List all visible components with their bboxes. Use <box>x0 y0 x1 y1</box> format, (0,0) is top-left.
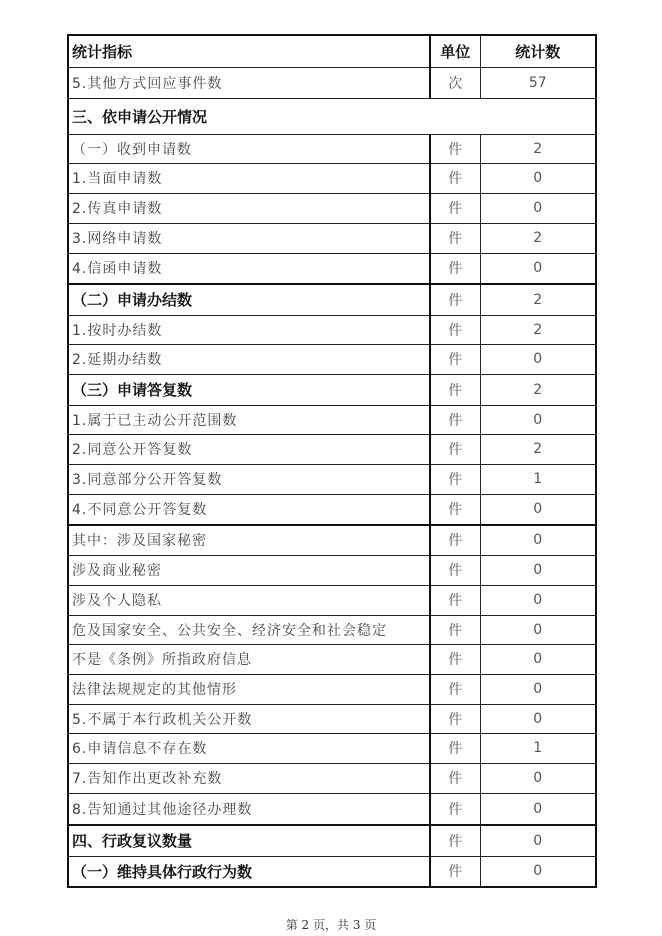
row-label: 不是《条例》所指政府信息 <box>68 644 430 674</box>
row-unit: 件 <box>430 315 480 344</box>
table-row <box>68 344 596 374</box>
row-label: 危及国家安全、公共安全、经济安全和社会稳定 <box>68 615 430 644</box>
row-label: 法律法规规定的其他情形 <box>68 674 430 704</box>
row-label: 3.同意部分公开答复数 <box>68 464 430 494</box>
row-label: 2.延期办结数 <box>68 344 430 374</box>
row-unit: 件 <box>430 763 480 793</box>
row-unit: 件 <box>430 555 480 585</box>
row-label: （二）申请办结数 <box>68 284 430 315</box>
row-label: 1.按时办结数 <box>68 315 430 344</box>
row-value: 1 <box>480 733 596 763</box>
row-unit: 件 <box>430 344 480 374</box>
row-unit: 件 <box>430 464 480 494</box>
row-unit: 件 <box>430 253 480 284</box>
table-row <box>68 763 596 793</box>
table-header-row <box>68 35 596 67</box>
table-row <box>68 134 596 163</box>
table-row <box>68 284 596 315</box>
table-row <box>68 555 596 585</box>
table-row <box>68 464 596 494</box>
row-label: 1.当面申请数 <box>68 163 430 193</box>
table-row <box>68 525 596 555</box>
row-value: 0 <box>480 644 596 674</box>
row-value: 2 <box>480 134 596 163</box>
table-row <box>68 615 596 644</box>
row-value: 0 <box>480 253 596 284</box>
row-unit: 件 <box>430 525 480 555</box>
row-label: （一）收到申请数 <box>68 134 430 163</box>
row-value: 57 <box>480 67 596 98</box>
table-row <box>68 315 596 344</box>
section-title: 三、依申请公开情况 <box>68 98 596 134</box>
row-label: 涉及个人隐私 <box>68 585 430 615</box>
row-unit: 件 <box>430 615 480 644</box>
row-unit: 件 <box>430 163 480 193</box>
row-label: 8.告知通过其他途径办理数 <box>68 793 430 825</box>
row-unit: 件 <box>430 856 480 887</box>
row-value: 0 <box>480 525 596 555</box>
row-unit: 件 <box>430 644 480 674</box>
header-count: 统计数 <box>480 35 596 67</box>
row-unit: 件 <box>430 704 480 733</box>
row-unit: 件 <box>430 193 480 223</box>
row-label: （一）维持具体行政行为数 <box>68 856 430 887</box>
page-footer: 第 2 页，共 3 页 <box>285 918 377 932</box>
table-row <box>68 67 596 98</box>
table-row <box>68 193 596 223</box>
table-row <box>68 223 596 253</box>
row-value: 2 <box>480 223 596 253</box>
row-unit: 件 <box>430 284 480 315</box>
table-row <box>68 793 596 825</box>
table-row <box>68 163 596 193</box>
row-value: 0 <box>480 193 596 223</box>
row-value: 2 <box>480 374 596 405</box>
row-value: 0 <box>480 494 596 525</box>
row-label: 5.不属于本行政机关公开数 <box>68 704 430 733</box>
row-label: 2.同意公开答复数 <box>68 434 430 464</box>
table-row <box>68 644 596 674</box>
row-value: 0 <box>480 793 596 825</box>
row-label: 其中：涉及国家秘密 <box>68 525 430 555</box>
row-unit: 次 <box>430 67 480 98</box>
row-value: 0 <box>480 344 596 374</box>
row-value: 0 <box>480 704 596 733</box>
row-value: 0 <box>480 763 596 793</box>
row-label: 2.传真申请数 <box>68 193 430 223</box>
row-label: 1.属于已主动公开范围数 <box>68 405 430 434</box>
row-unit: 件 <box>430 374 480 405</box>
row-label: 6.申请信息不存在数 <box>68 733 430 763</box>
row-unit: 件 <box>430 434 480 464</box>
row-label: （三）申请答复数 <box>68 374 430 405</box>
table-row <box>68 374 596 405</box>
header-indicator: 统计指标 <box>68 35 430 67</box>
row-label: 5.其他方式回应事件数 <box>68 67 430 98</box>
row-value: 2 <box>480 434 596 464</box>
row-label: 4.不同意公开答复数 <box>68 494 430 525</box>
table-row <box>68 494 596 525</box>
row-unit: 件 <box>430 674 480 704</box>
row-label: 4.信函申请数 <box>68 253 430 284</box>
row-value: 0 <box>480 555 596 585</box>
table-row <box>68 856 596 887</box>
table-row <box>68 585 596 615</box>
row-unit: 件 <box>430 405 480 434</box>
table-row <box>68 253 596 284</box>
table-row <box>68 674 596 704</box>
row-unit: 件 <box>430 733 480 763</box>
table-row <box>68 704 596 733</box>
row-value: 1 <box>480 464 596 494</box>
table-row <box>68 434 596 464</box>
row-unit: 件 <box>430 134 480 163</box>
row-value: 2 <box>480 315 596 344</box>
row-value: 0 <box>480 405 596 434</box>
table-row <box>68 405 596 434</box>
row-label: 四、行政复议数量 <box>68 825 430 856</box>
section-row <box>68 98 596 134</box>
row-unit: 件 <box>430 585 480 615</box>
row-value: 0 <box>480 585 596 615</box>
row-label: 3.网络申请数 <box>68 223 430 253</box>
row-unit: 件 <box>430 825 480 856</box>
row-label: 涉及商业秘密 <box>68 555 430 585</box>
row-unit: 件 <box>430 494 480 525</box>
row-value: 0 <box>480 825 596 856</box>
row-value: 0 <box>480 163 596 193</box>
row-value: 0 <box>480 856 596 887</box>
row-value: 2 <box>480 284 596 315</box>
row-unit: 件 <box>430 793 480 825</box>
row-unit: 件 <box>430 223 480 253</box>
statistics-table <box>67 34 597 888</box>
header-unit: 单位 <box>430 35 480 67</box>
table-row <box>68 733 596 763</box>
row-label: 7.告知作出更改补充数 <box>68 763 430 793</box>
table-row <box>68 825 596 856</box>
row-value: 0 <box>480 615 596 644</box>
row-value: 0 <box>480 674 596 704</box>
